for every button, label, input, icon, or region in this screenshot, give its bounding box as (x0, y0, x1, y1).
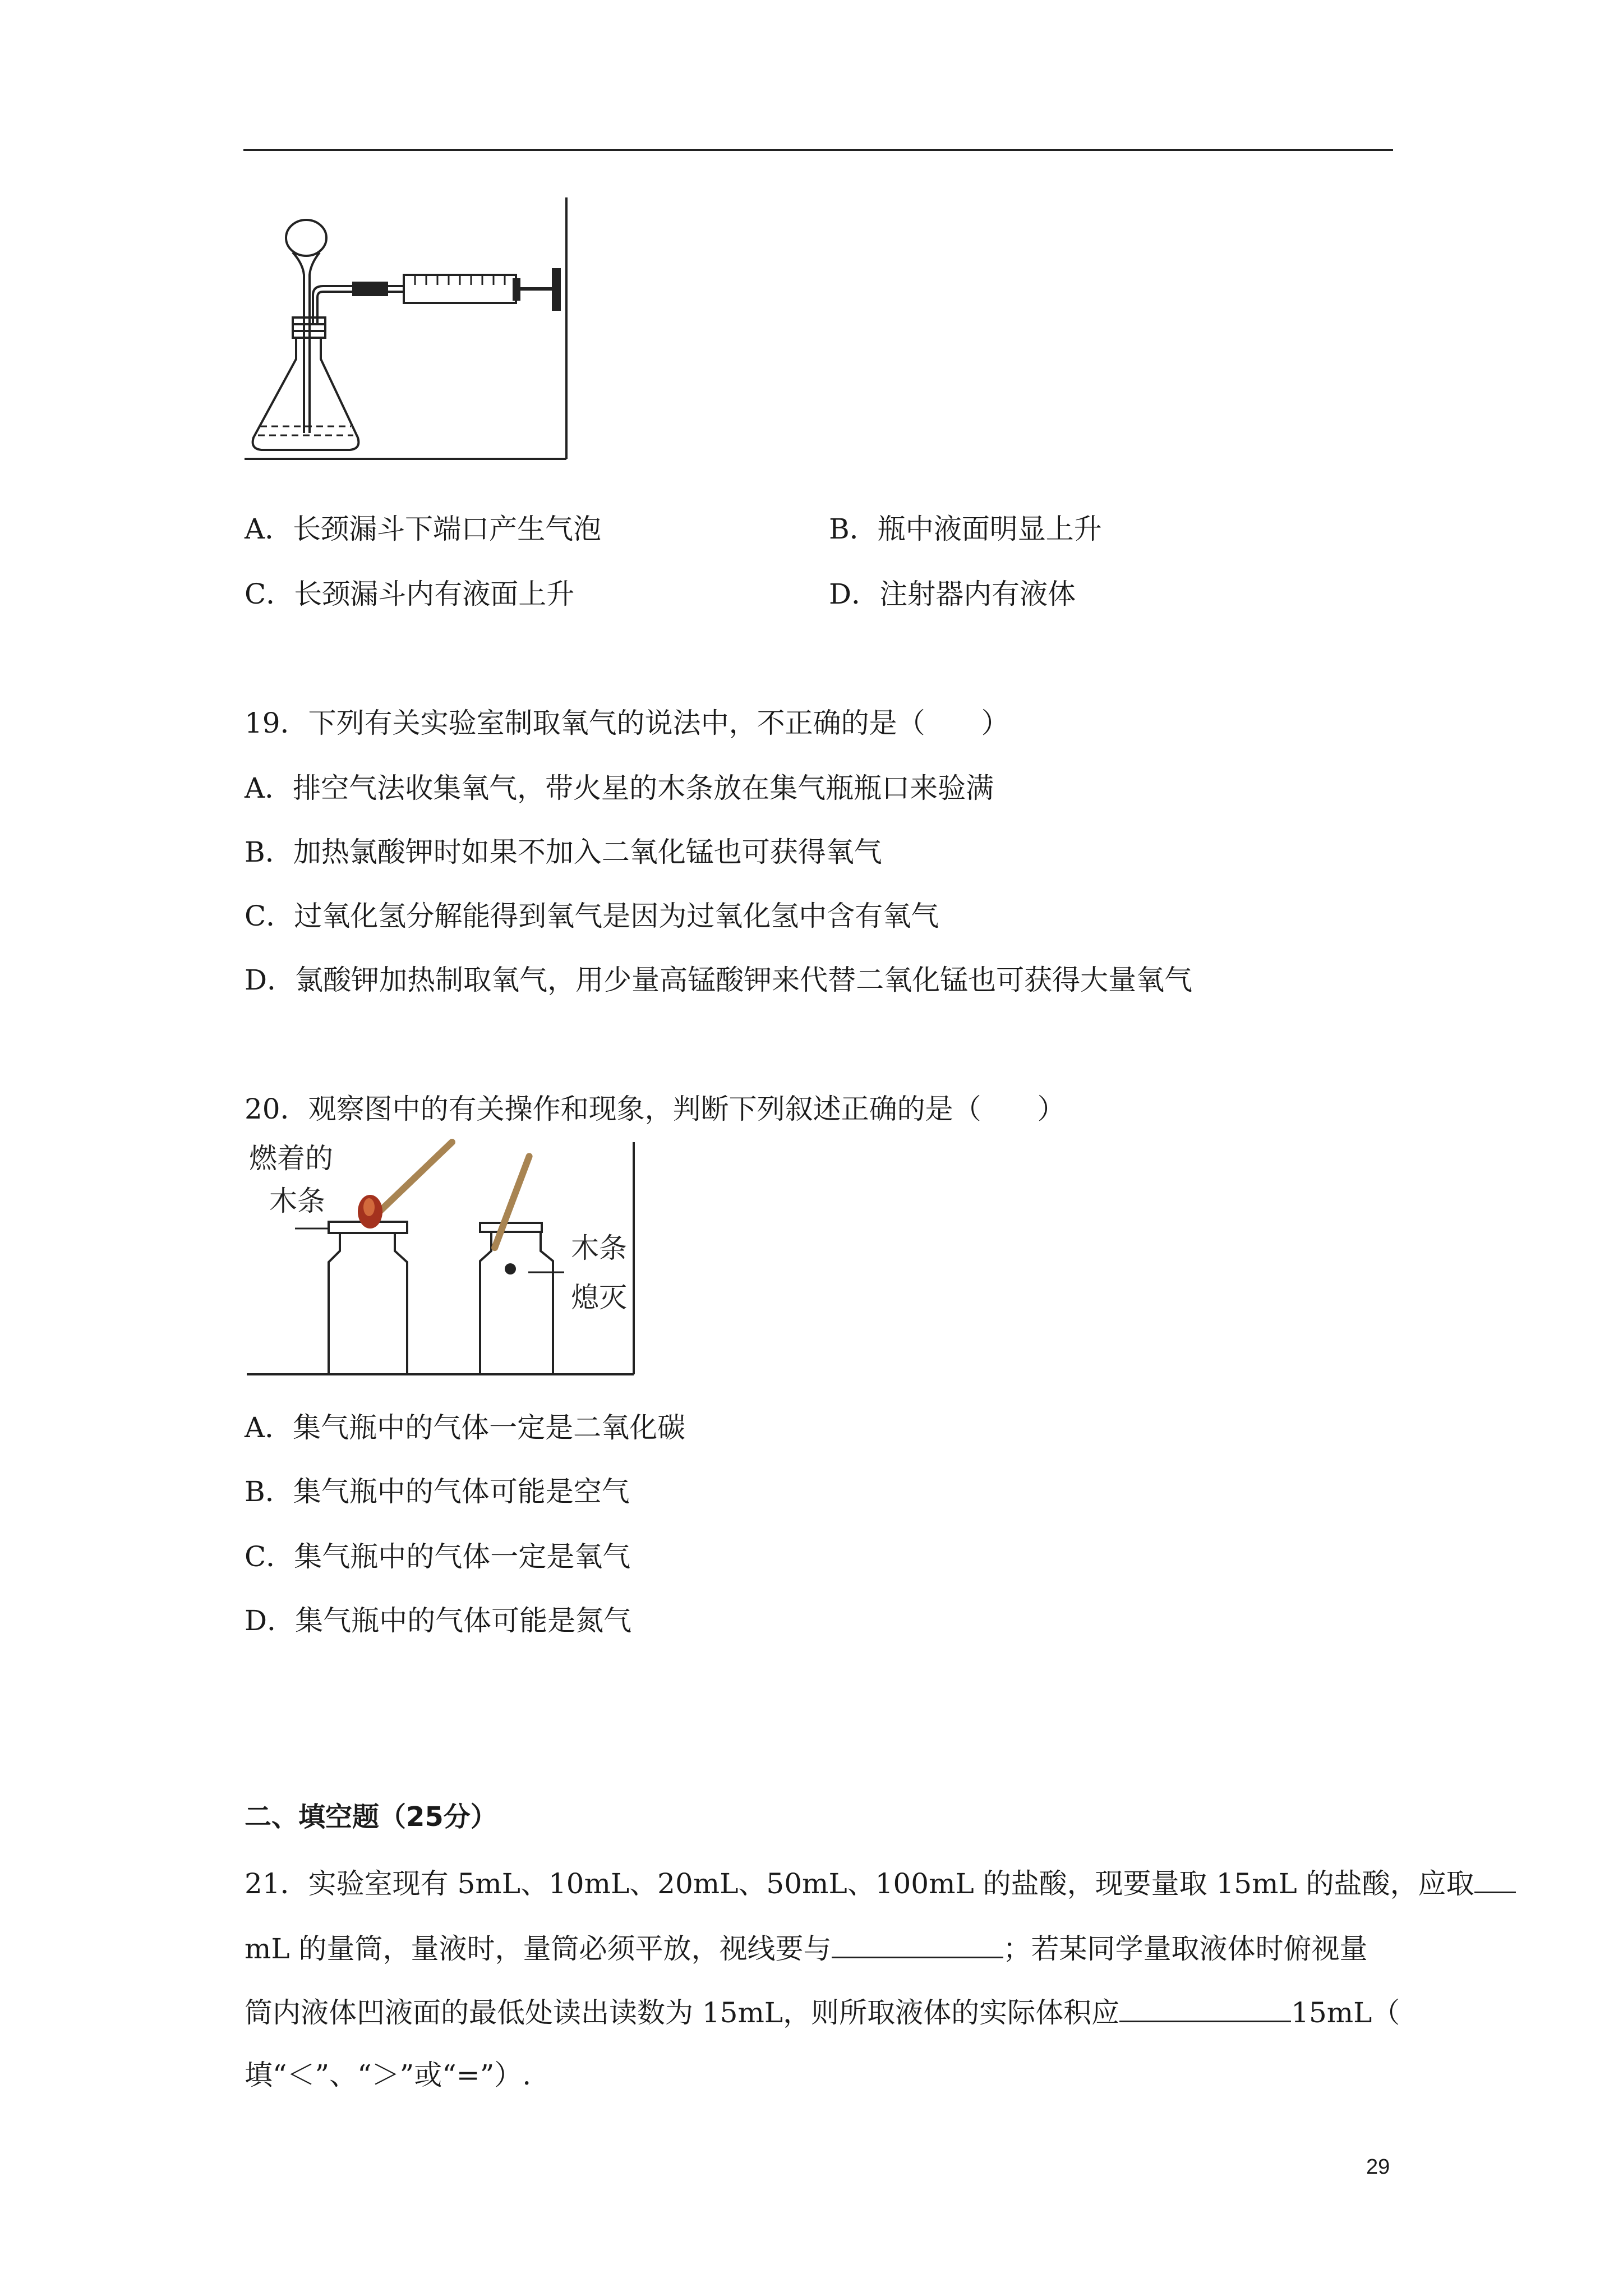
extinguished-tip (505, 1263, 516, 1274)
option-letter: A． (245, 1411, 293, 1444)
burning-stick (374, 1142, 452, 1217)
funnel-bulb (286, 220, 326, 256)
q18-option-d (829, 574, 1076, 614)
q21-line1-text: 21．实验室现有 5mL、10mL、20mL、50mL、100mL 的盐酸，现要量取 15mL 的盐酸，应取 (245, 1867, 1474, 1900)
q19-option-d (245, 960, 1192, 1000)
label-out-line2: 熄灭 (571, 1281, 627, 1314)
q20-option-d (245, 1601, 631, 1640)
option-text: 排空气法收集氧气，带火星的木条放在集气瓶瓶口来验满 (293, 772, 994, 804)
option-letter: B． (829, 513, 878, 545)
gas-bottle-right (480, 1232, 553, 1374)
q21-line2 (245, 1927, 1368, 1968)
q19-option-b (245, 832, 882, 872)
q19-option-a (245, 769, 994, 808)
q20-option-b (245, 1472, 630, 1511)
q18-option-c (245, 574, 574, 614)
option-letter: D． (245, 1604, 296, 1637)
option-text: 加热氯酸钾时如果不加入二氧化锰也可获得氧气 (293, 836, 882, 868)
option-letter: C． (245, 578, 294, 610)
option-letter: D． (245, 964, 296, 996)
option-text: 集气瓶中的气体可能是空气 (293, 1475, 630, 1508)
option-text: 长颈漏斗下端口产生气泡 (293, 513, 602, 545)
q21-line3-text-a: 筒内液体凹液面的最低处读出读数为 15mL，则所取液体的实际体积应 (245, 1996, 1120, 2029)
label-burning-line2: 木条 (269, 1185, 325, 1217)
option-text: 氯酸钾加热制取氧气，用少量高锰酸钾来代替二氧化锰也可获得大量氧气 (295, 964, 1193, 996)
option-text: 注射器内有液体 (879, 578, 1076, 610)
q20-gas-bottle-figure (245, 1139, 637, 1380)
q18-apparatus-figure (241, 191, 578, 466)
answer-blank-1[interactable] (1474, 1862, 1516, 1893)
header-rule (243, 149, 1393, 151)
q21-line3-text-b: 15mL（ (1291, 1996, 1400, 2029)
q18-option-b (829, 509, 1102, 549)
option-text: 集气瓶中的气体可能是氮气 (295, 1604, 632, 1637)
q20-option-a (245, 1408, 685, 1447)
conical-flask (253, 338, 359, 450)
option-letter: B． (245, 836, 293, 868)
q20-option-c (245, 1537, 630, 1576)
label-burning-line1: 燃着的 (249, 1142, 333, 1175)
rubber-connector (353, 283, 387, 295)
option-letter: D． (829, 578, 880, 610)
answer-blank-3[interactable] (1119, 1991, 1291, 2022)
option-letter: C． (245, 900, 294, 932)
answer-blank-2[interactable] (832, 1927, 1003, 1958)
page-number: 29 (1366, 2155, 1390, 2179)
option-text: 集气瓶中的气体一定是二氧化碳 (293, 1411, 686, 1444)
extinguished-stick (492, 1156, 531, 1248)
label-out-line1: 木条 (571, 1232, 627, 1264)
q21-line4: 填“＜”、“＞”或“=”）. (245, 2059, 532, 2091)
option-text: 瓶中液面明显上升 (877, 513, 1102, 545)
option-letter: B． (245, 1475, 293, 1508)
gas-bottle-left (329, 1234, 407, 1374)
q18-option-a (245, 509, 601, 549)
option-letter: A． (245, 772, 293, 804)
option-letter: A． (245, 513, 293, 545)
q19-option-c (245, 896, 939, 936)
option-text: 集气瓶中的气体一定是氧气 (294, 1540, 631, 1573)
option-text: 长颈漏斗内有液面上升 (294, 578, 575, 610)
option-text: 过氧化氢分解能得到氧气是因为过氧化氢中含有氧气 (294, 900, 939, 932)
section-title: 二、填空题（25分） (245, 1801, 497, 1833)
q20-stem: 20．观察图中的有关操作和现象，判断下列叙述正确的是（ ） (245, 1093, 1066, 1125)
q21-line2-text-a: mL 的量筒，量液时，量筒必须平放，视线要与 (245, 1932, 832, 1965)
bottle-stopper (480, 1223, 542, 1232)
option-letter: C． (245, 1540, 294, 1573)
q21-line3 (245, 1991, 1400, 2032)
q19-stem: 19．下列有关实验室制取氧气的说法中，不正确的是（ ） (245, 707, 1009, 739)
q21-line1 (245, 1862, 1516, 1903)
q21-line2-text-b: ；若某同学量取液体时俯视量 (1003, 1932, 1368, 1965)
